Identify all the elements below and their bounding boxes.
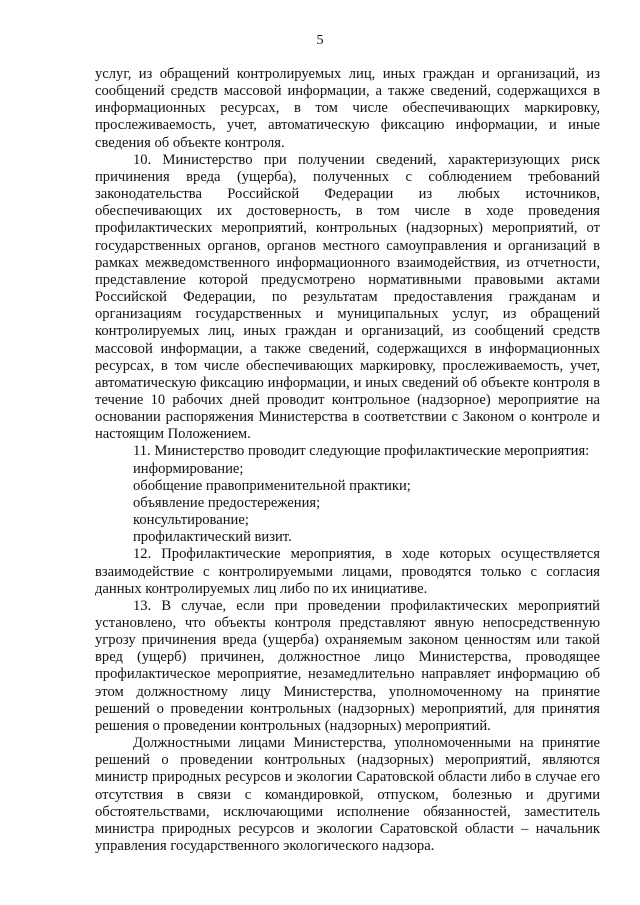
paragraph-13: 13. В случае, если при проведении профилактических мероприятий установлено, что объекты контроля представляют явную непосредственную угрозу причинения вреда (ущерба) охраняемым законом ценностям или такой вред (ущерб) причинен, должностное лицо Министерства, проводящее профилактическое мероприятие, незамедлительно направляет информацию об этом должностному лицу Министерства, уполномоченному на принятие решений о проведении контрольных (надзорных) мероприятий, для принятия решения о проведении контрольных (надзорных) мероприятий. bbox=[95, 597, 600, 734]
paragraph-11: 11. Министерство проводит следующие профилактические мероприятия: bbox=[133, 443, 590, 460]
paragraph-continuation: услуг, из обращений контролируемых лиц, иных граждан и организаций, из сообщений средств массовой информации, а также сведений, содержащихся в информационных ресурсах, в том числе обеспечивающих маркировку, прослеживаемость, учет, автоматическую фиксацию информации, и иные сведения об объекте контроля. bbox=[95, 66, 600, 151]
paragraph-10: 10. Министерство при получении сведений, характеризующих риск причинения вреда (ущерба), полученных с соблюдением требований законодательства Российской Федерации из любых источников, обеспечивающих их достоверность, в том числе в ходе проведения профилактических мероприятий, контрольных (надзорных) мероприятий, от государственных органов, органов местного самоуправления и организаций в рамках межведомственного информационного взаимодействия, из отчетности, представление которой предусмотрено нормативными правовыми актами Российской Федерации, по результатам предоставления гражданам и организациям государственных и муниципальных услуг, из обращений контролируемых лиц, иных граждан и организаций, из сообщений средств массовой информации, а также сведений, содержащихся в информационных ресурсах, в том числе обеспечивающих маркировку, прослеживаемость, учет, автоматическую фиксацию информации, и иных сведений об объекте контроля в течение 10 рабочих дней проводит контрольное (надзорное) мероприятие на основании распоряжения Министерства в соответствии с Законом о контроле и настоящим Положением. bbox=[95, 151, 600, 443]
list-item-consulting: консультирование; bbox=[133, 512, 249, 529]
paragraph-12: 12. Профилактические мероприятия, в ходе которых осуществляется взаимодействие с контролируемыми лицами, проводятся только с согласия данных контролируемых лиц либо по их инициативе. bbox=[95, 546, 600, 597]
page-number: 5 bbox=[316, 33, 324, 48]
list-item-visit: профилактический визит. bbox=[133, 529, 292, 546]
list-item-warning: объявление предостережения; bbox=[133, 494, 321, 511]
list-item-informing: информирование; bbox=[133, 460, 244, 477]
paragraph-officials: Должностными лицами Министерства, уполномоченными на принятие решений о проведении контрольных (надзорных) мероприятий, являются министр природных ресурсов и экологии Саратовской области либо в случае его отсутствия в связи с командировкой, отпуском, болезнью и другими обстоятельствами, исключающими исполнение обязанностей, заместитель министра природных ресурсов и экологии Саратовской области – начальник управления государственного экологического надзора. bbox=[95, 735, 600, 855]
list-item-generalization: обобщение правоприменительной практики; bbox=[133, 477, 411, 494]
document-body bbox=[95, 66, 600, 855]
